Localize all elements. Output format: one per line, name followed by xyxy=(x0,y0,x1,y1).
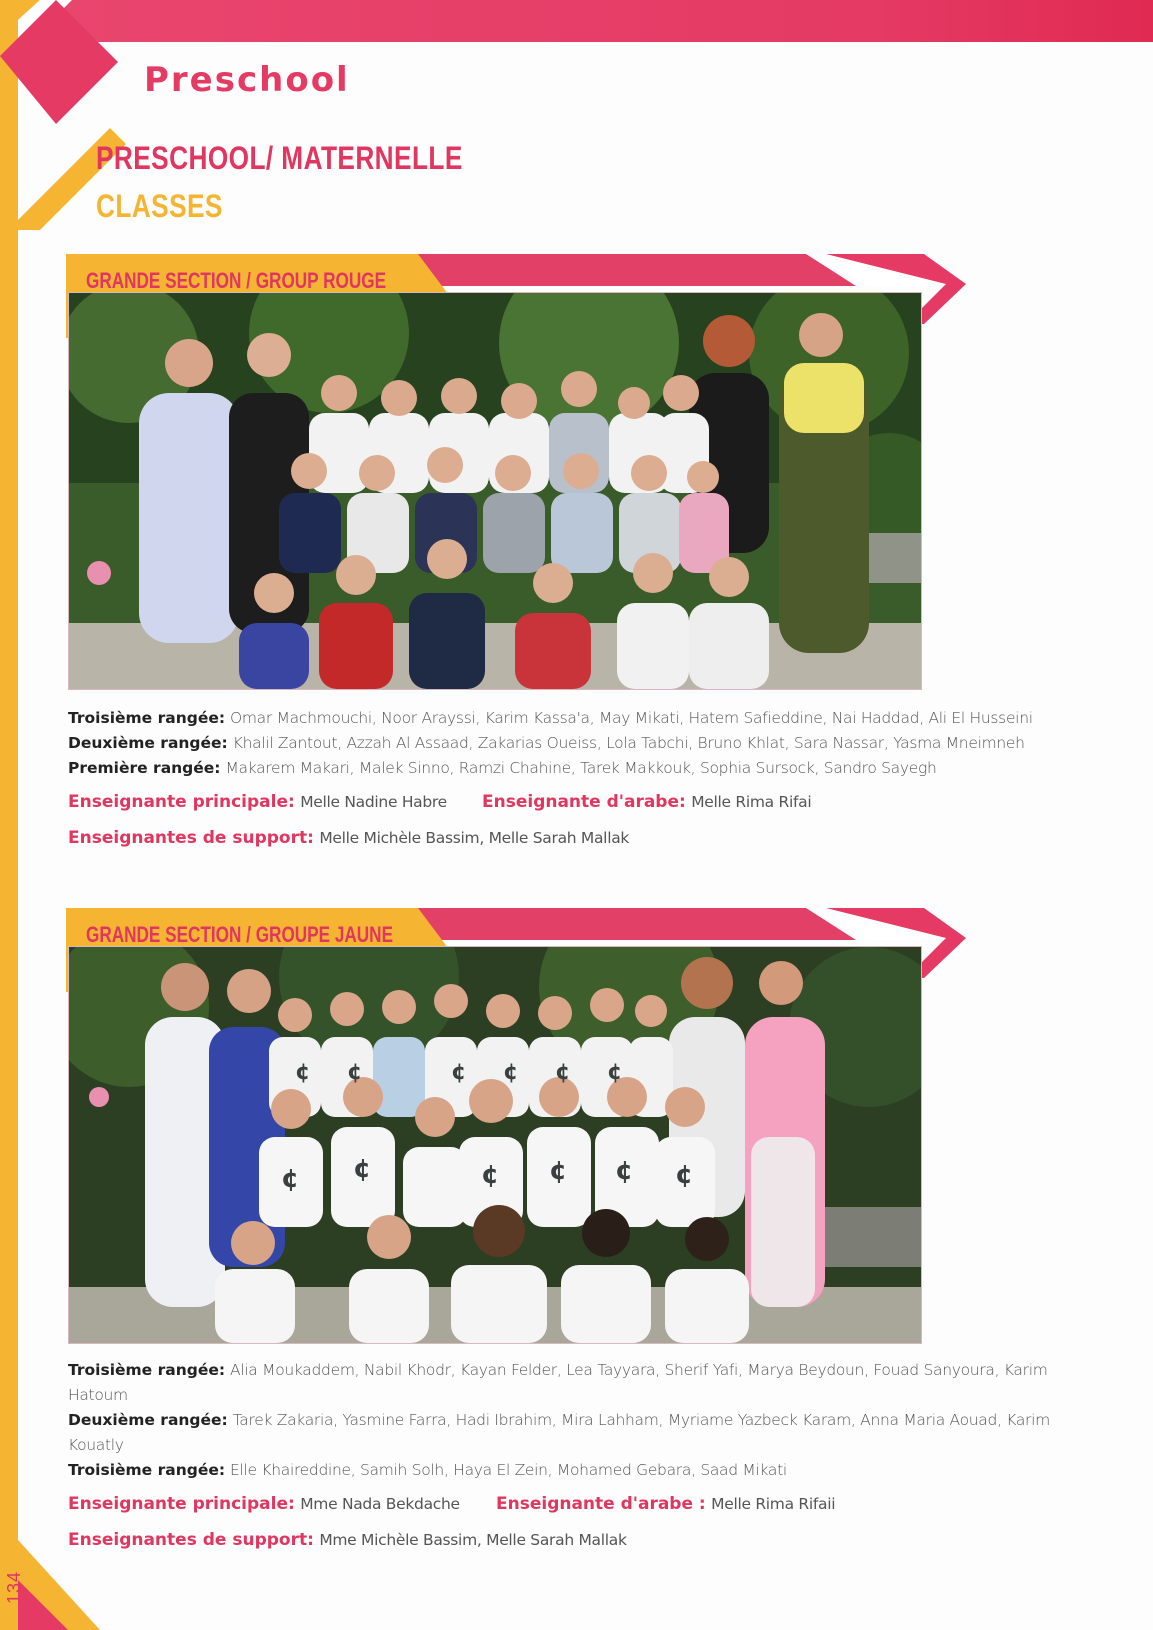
row-names: Elle Khaireddine, Samih Solh, Haya El Zein, Mohamed Gebara, Saad Mikati xyxy=(229,1461,787,1479)
class-photo-graphic xyxy=(69,293,921,689)
svg-text:¢: ¢ xyxy=(549,1156,568,1186)
row-names: Khalil Zantout, Azzah Al Assaad, Zakarias Oueiss, Lola Tabchi, Bruno Khlat, Sara Nassar, Yasma Mneimneh xyxy=(232,734,1025,752)
support-teachers-names: Mme Michèle Bassim, Melle Sarah Mallak xyxy=(319,1531,627,1549)
student-roster xyxy=(68,1358,1058,1483)
roster-row xyxy=(68,731,1058,756)
arabic-teacher-name: Melle Rima Rifai xyxy=(691,793,812,811)
arabic-teacher xyxy=(496,1494,835,1514)
support-teachers xyxy=(68,828,629,848)
row-label: Troisième rangée: xyxy=(68,1461,226,1479)
svg-text:¢: ¢ xyxy=(615,1156,634,1186)
class-label: GRANDE SECTION / GROUPE JAUNE xyxy=(86,922,394,947)
support-teachers-names: Melle Michèle Bassim, Melle Sarah Mallak xyxy=(319,829,630,847)
main-teacher xyxy=(68,792,447,812)
roster-row xyxy=(68,1408,1058,1458)
main-teacher-name: Mme Nada Bekdache xyxy=(300,1495,460,1513)
left-decorative-stripe xyxy=(0,0,18,1630)
roster-row xyxy=(68,1358,1058,1408)
arabic-teacher-name: Melle Rima Rifaii xyxy=(711,1495,836,1513)
svg-text:¢: ¢ xyxy=(281,1164,300,1194)
main-teacher-label: Enseignante principale: xyxy=(68,792,295,812)
svg-text:¢: ¢ xyxy=(675,1160,694,1190)
svg-text:¢: ¢ xyxy=(503,1060,519,1085)
main-teacher xyxy=(68,1494,460,1514)
svg-text:¢: ¢ xyxy=(481,1160,500,1190)
class-photo xyxy=(68,292,922,690)
main-teacher-label: Enseignante principale: xyxy=(68,1494,295,1514)
arabic-teacher-label: Enseignante d'arabe : xyxy=(496,1494,706,1514)
row-label: Troisième rangée: xyxy=(68,709,226,727)
row-label: Deuxième rangée: xyxy=(68,734,228,752)
row-label: Deuxième rangée: xyxy=(68,1411,228,1429)
main-teacher-name: Melle Nadine Habre xyxy=(300,793,447,811)
row-names: Omar Machmouchi, Noor Arayssi, Karim Kassa'a, May Mikati, Hatem Safieddine, Nai Haddad, Ali El Husseini xyxy=(229,709,1033,727)
class-photo xyxy=(68,946,922,1344)
page-number: 134 xyxy=(4,1570,24,1604)
class-photo-graphic xyxy=(69,947,921,1343)
support-teachers-label: Enseignantes de support: xyxy=(68,828,314,848)
arabic-teacher-label: Enseignante d'arabe: xyxy=(482,792,686,812)
row-label: Première rangée: xyxy=(68,759,221,777)
support-teachers-label: Enseignantes de support: xyxy=(68,1530,314,1550)
svg-text:¢: ¢ xyxy=(295,1060,311,1085)
svg-text:¢: ¢ xyxy=(555,1060,571,1085)
roster-row xyxy=(68,756,1058,781)
arabic-teacher xyxy=(482,792,811,812)
class-label: GRANDE SECTION / GROUP ROUGE xyxy=(86,268,387,293)
student-roster xyxy=(68,706,1058,781)
svg-text:¢: ¢ xyxy=(451,1060,467,1085)
svg-text:¢: ¢ xyxy=(347,1060,363,1085)
top-decorative-stripe xyxy=(40,0,1153,42)
support-teachers xyxy=(68,1530,627,1550)
row-names: Tarek Zakaria, Yasmine Farra, Hadi Ibrahim, Mira Lahham, Myriame Yazbeck Karam, Anna Maria Aouad, Karim Kouatly xyxy=(68,1411,1050,1454)
row-names: Alia Moukaddem, Nabil Khodr, Kayan Felder, Lea Tayyara, Sherif Yafi, Marya Beydoun, Fouad Sanyoura, Karim Hatoum xyxy=(68,1361,1048,1404)
svg-text:¢: ¢ xyxy=(353,1154,372,1184)
row-names: Makarem Makari, Malek Sinno, Ramzi Chahine, Tarek Makkouk, Sophia Sursock, Sandro Sayegh xyxy=(225,759,937,777)
section-title: Preschool xyxy=(144,60,350,100)
row-label: Troisième rangée: xyxy=(68,1361,226,1379)
roster-row xyxy=(68,706,1058,731)
page-heading: PRESCHOOL/ MATERNELLE xyxy=(96,140,463,176)
roster-row xyxy=(68,1458,1058,1483)
svg-text:¢: ¢ xyxy=(607,1060,623,1085)
page-subheading: CLASSES xyxy=(96,188,223,224)
